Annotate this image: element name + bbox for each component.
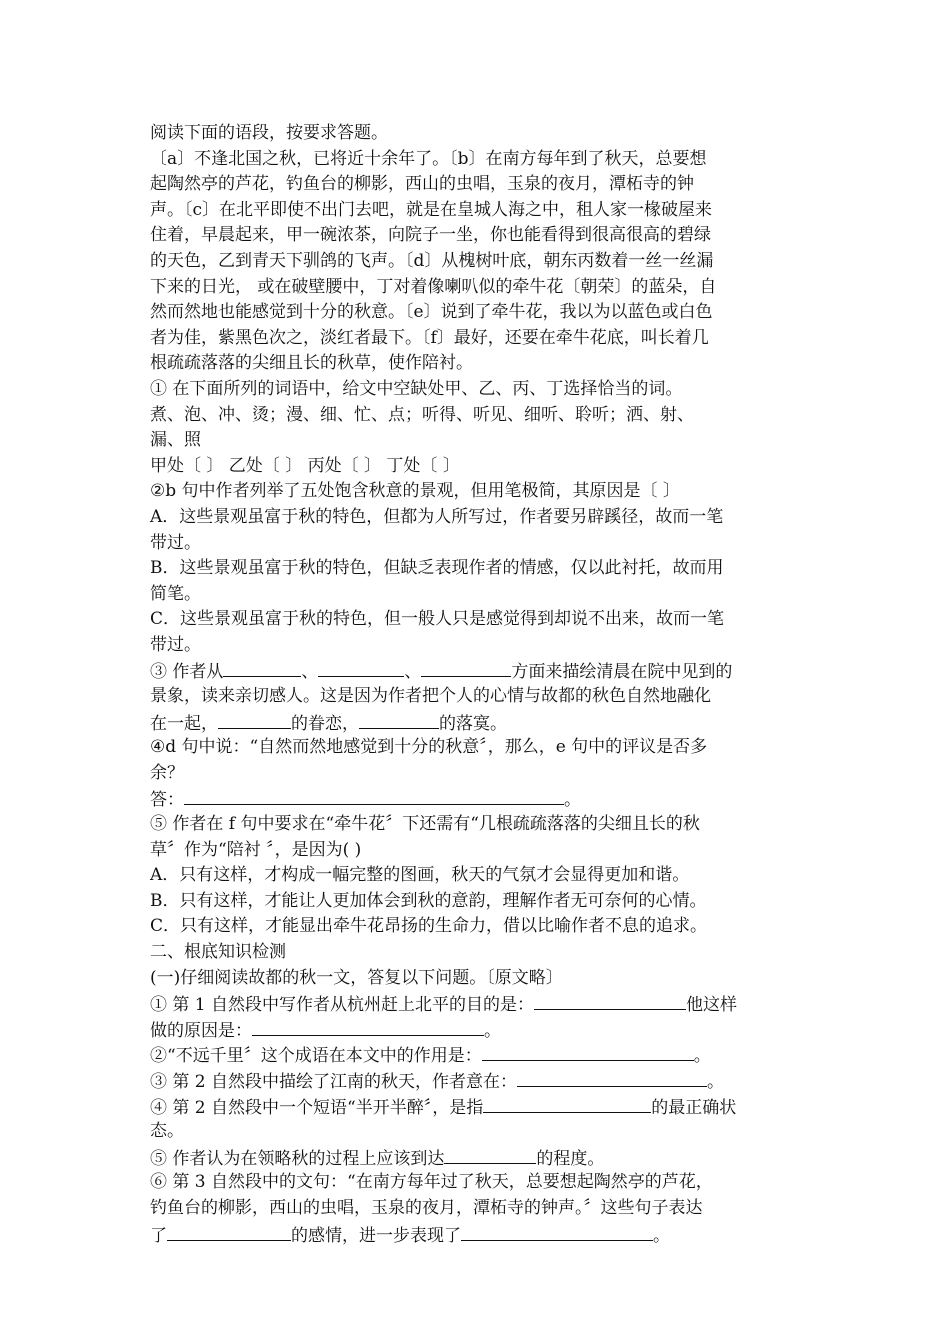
question-1: ① 在下面所列的词语中，给文中空缺处甲、乙、丙、丁选择恰当的词。 (150, 378, 683, 399)
option-a: 带过。 (150, 532, 201, 553)
fill-blank[interactable] (359, 710, 439, 729)
answer-line: 答： 。 (150, 786, 805, 812)
sub-question-6: ⑥ 第 3 自然段中的文句：“在南方每年过了秋天，总要想起陶然亭的芦花， (150, 1172, 713, 1193)
fill-blank[interactable] (482, 1042, 694, 1061)
option-a: A．这些景观虽富于秋的特色，但都为人所写过，作者要另辟蹊径，故而一笔 (150, 506, 724, 527)
section-heading: 二、根底知识检测 (150, 942, 286, 962)
text-line: 景象，读来亲切感人。这是因为作者把个人的心情与故都的秋色自然地融化 (150, 686, 711, 707)
fill-blank[interactable] (184, 786, 564, 805)
word-options: 漏、照 (150, 430, 201, 451)
text-line: 了 的感情，进一步表现了 。 (150, 1222, 805, 1248)
text-line: 钓鱼台的柳影，西山的虫唱，玉泉的夜月，潭柘寺的钟声。〞这些句子表达 (150, 1197, 703, 1218)
fill-blank[interactable] (483, 1094, 651, 1113)
question-3: ③ 作者从 、 、 方面来描绘清晨在院中见到的 (150, 658, 805, 684)
sub-question-4: ④ 第 2 自然段中一个短语“半开半醉〞，是指 的最正确状 (150, 1094, 805, 1120)
fill-blank[interactable] (223, 658, 301, 677)
text-line: 者为佳，紫黑色次之，淡红者最下。〔f〕最好，还要在牵牛花底，叫长着几 (150, 327, 709, 348)
sub-question-1: ① 第 1 自然段中写作者从杭州赶上北平的目的是： 他这样 (150, 991, 805, 1017)
fill-blank[interactable] (461, 1222, 653, 1241)
text-line: 余？ (150, 762, 184, 783)
fill-blank[interactable] (444, 1145, 536, 1164)
text-line: 住着，早晨起来，甲一碗浓茶，向院子一坐，你也能看得到很高很高的碧绿 (150, 225, 711, 246)
text-line: 根疏疏落落的尖细且长的秋草，使作陪衬。 (150, 353, 473, 374)
fill-blank[interactable] (167, 1222, 291, 1241)
document-page (150, 121, 805, 1247)
text-line: 在一起， 的眷恋， 的落寞。 (150, 710, 805, 736)
section-intro: (一)仔细阅读故都的秋一文，答复以下问题。〔原文略〕 (150, 967, 563, 988)
text-line: 的天色，乙到青天下驯鸽的飞声。〔d〕从槐树叶底，朝东丙数着一丝一丝漏 (150, 250, 714, 271)
fill-blank[interactable] (517, 1068, 707, 1087)
option-b: B．只有这样，才能让人更加体会到秋的意韵，理解作者无可奈何的心情。 (150, 890, 707, 911)
option-c: C．这些景观虽富于秋的特色，但一般人只是感觉得到却说不出来，故而一笔 (150, 609, 725, 630)
text-line: 做的原因是： 。 (150, 1017, 805, 1043)
text-line: 下来的日光， 或在破壁腰中，丁对着像喇叭似的牵牛花〔朝荣〕的蓝朵，自 (150, 276, 717, 297)
word-options: 煮、泡、冲、烫；漫、细、忙、点；听得、听见、细听、聆听；洒、射、 (150, 404, 694, 425)
text-line: 起陶然亭的芦花，钓鱼台的柳影，西山的虫唱，玉泉的夜月，潭柘寺的钟 (150, 174, 694, 195)
question-5: ⑤ 作者在 f 句中要求在“牵牛花〞下还需有“几根疏疏落落的尖细且长的秋 (150, 814, 700, 835)
fill-blank[interactable] (218, 710, 291, 729)
sub-question-2: ②“不远千里〞这个成语在本文中的作用是： 。 (150, 1042, 805, 1068)
question-4: ④d 句中说：“自然而然地感觉到十分的秋意〞，那么，e 句中的评议是否多 (150, 737, 708, 758)
option-c: 带过。 (150, 634, 201, 655)
fill-blank[interactable] (534, 991, 686, 1010)
fill-blank[interactable] (421, 658, 511, 677)
question-2: ②b 句中作者列举了五处饱含秋意的景观，但用笔极简，其原因是〔 〕 (150, 481, 680, 502)
text-line: 态。 (150, 1121, 184, 1142)
sub-question-3: ③ 第 2 自然段中描绘了江南的秋天，作者意在： 。 (150, 1068, 805, 1094)
answer-slots: 甲处〔 〕 乙处〔 〕 丙处〔 〕 丁处〔 〕 (150, 455, 460, 476)
text-line: 草〞作为“陪衬 〞，是因为( ) (150, 839, 362, 860)
option-b: B．这些景观虽富于秋的特色，但缺乏表现作者的情感，仅以此衬托，故而用 (150, 558, 724, 579)
option-a: A．只有这样，才构成一幅完整的图画，秋天的气氛才会显得更加和谐。 (150, 865, 690, 886)
sub-question-5: ⑤ 作者认为在领略秋的过程上应该到达 的程度。 (150, 1145, 805, 1171)
fill-blank[interactable] (318, 658, 404, 677)
text-line: 声。〔c〕在北平即使不出门去吧，就是在皇城人海之中，租人家一椽破屋来 (150, 199, 713, 220)
fill-blank[interactable] (252, 1017, 484, 1036)
text-line: 〔a〕不逢北国之秋，已将近十余年了。〔b〕在南方每年到了秋天，总要想 (150, 148, 707, 169)
option-c: C．只有这样，才能显出牵牛花昂扬的生命力，借以比喻作者不息的追求。 (150, 916, 708, 937)
option-b: 简笔。 (150, 583, 201, 604)
text-line: 然而然地也能感觉到十分的秋意。〔e〕说到了牵牛花，我以为以蓝色或白色 (150, 302, 713, 323)
text-line: 阅读下面的语段，按要求答题。 (150, 123, 388, 143)
